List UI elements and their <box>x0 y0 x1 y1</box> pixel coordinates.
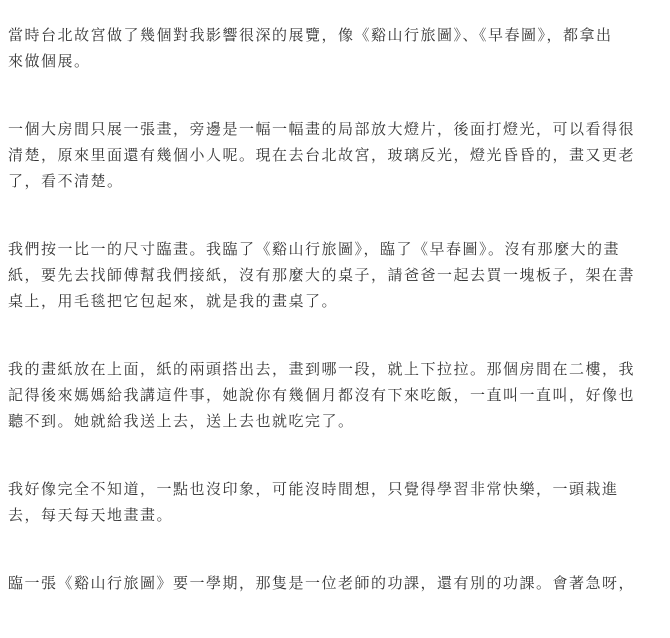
paragraph-1: 當時台北故宮做了幾個對我影響很深的展覽，像《谿山行旅圖》、《早春圖》，都拿出 來做個展。 <box>8 26 613 70</box>
paragraph-6: 臨一張《谿山行旅圖》要一學期，那隻是一位老師的功課，還有別的功課。會著急呀， <box>8 574 636 592</box>
article-body <box>8 22 658 638</box>
paragraph-2: 一個大房間只展一張畫，旁邊是一幅一幅畫的局部放大燈片，後面打燈光，可以看得很 清楚，原來里面還有幾個小人呢。現在去台北故宮，玻璃反光，燈光昏昏的，畫又更老 了，看不清楚。 <box>8 120 636 190</box>
paragraph-4: 我的畫紙放在上面，紙的兩頭搭出去，畫到哪一段，就上下拉拉。那個房間在二樓，我 記得後來媽媽給我講這件事，她說你有幾個月都沒有下來吃飯，一直叫一直叫，好像也 聽不到。她就給我送上去，送上去也就吃完了。 <box>8 360 636 430</box>
paragraph-5: 我好像完全不知道，一點也沒印象，可能沒時間想，只覺得學習非常快樂，一頭栽進 去，每天每天地畫畫。 <box>8 480 619 524</box>
paragraph-3: 我們按一比一的尺寸臨畫。我臨了《谿山行旅圖》，臨了《早春圖》。沒有那麼大的畫 紙，要先去找師傅幫我們接紙，沒有那麼大的桌子，請爸爸一起去買一塊板子，架在書 桌上，用毛毯把它包起來，就是我的畫桌了。 <box>8 240 636 310</box>
